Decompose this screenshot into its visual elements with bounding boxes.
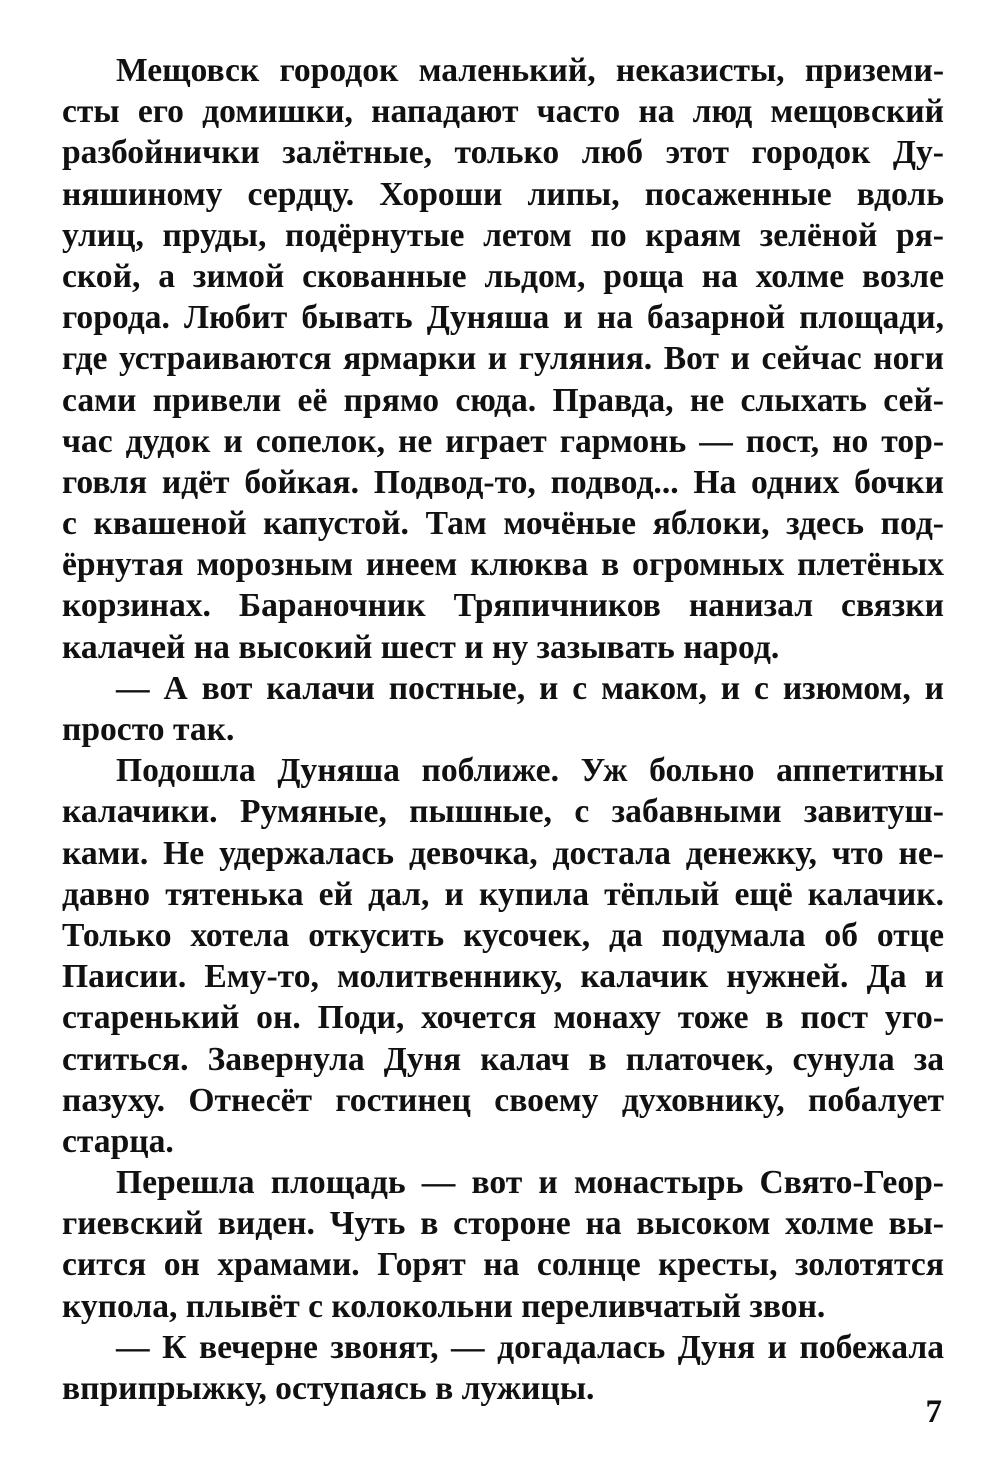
text-line: ститься. Завернула Дуня калач в платочек, сунула за: [62, 1040, 944, 1078]
text-line: города. Любит бывать Дуняша и на базарной площади,: [62, 299, 944, 337]
text-line: калачей на высокий шест и ну зазывать народ.: [62, 628, 780, 666]
text-line: час дудок и сопелок, не играет гармонь — пост, но тор-: [62, 422, 944, 460]
text-line: ской, а зимой скованные льдом, роща на холме возле: [62, 257, 944, 295]
text-line: с квашеной капустой. Там мочёные яблоки, здесь под-: [62, 505, 944, 543]
text-line: где устраиваются ярмарки и гуляния. Вот и сейчас ноги: [62, 340, 944, 378]
text-line: сты его домишки, нападают часто на люд мещовский: [62, 93, 944, 131]
text-line: разбойнички залётные, только люб этот городок Ду-: [62, 134, 944, 172]
text-line: Мещовск городок маленький, неказисты, приземи-: [116, 52, 944, 89]
text-line: Паисии. Ему-то, молитвеннику, калачик нужней. Да и: [62, 958, 944, 996]
text-line: Перешла площадь — вот и монастырь Свято-Геор-: [116, 1164, 944, 1202]
text-line: старенький он. Поди, хочется монаху тоже в пост уго-: [62, 999, 944, 1037]
text-line: сами привели её прямо сюда. Правда, не слыхать сей-: [62, 381, 944, 419]
text-line: няшиному сердцу. Хороши липы, посаженные вдоль: [62, 175, 944, 213]
text-line: просто так.: [62, 711, 235, 748]
text-line: давно тятенька ей дал, и купила тёплый ещё калачик.: [62, 875, 944, 913]
text-line: купола, плывёт с колокольни переливчатый звон.: [62, 1287, 826, 1325]
text-line: вприпрыжку, оступаясь в лужицы.: [62, 1370, 595, 1407]
text-line: ками. Не удержалась девочка, достала денежку, что не-: [62, 834, 944, 872]
text-line: корзинах. Бараночник Тряпичников нанизал связки: [62, 587, 944, 625]
text-line: Подошла Дуняша поближе. Уж больно аппетитны: [116, 752, 944, 790]
text-line: гиевский виден. Чуть в стороне на высоком холме вы-: [62, 1205, 944, 1243]
text-line: калачики. Румяные, пышные, с забавными завитуш-: [62, 793, 944, 831]
text-line: сится он храмами. Горят на солнце кресты, золотятся: [62, 1246, 944, 1284]
page-number: 7: [925, 1394, 942, 1430]
text-line: улиц, пруды, подёрнутые летом по краям зелёной ря-: [62, 216, 944, 254]
text-line: ёрнутая морозным инеем клюква в огромных плетёных: [62, 546, 944, 584]
text-line: — К вечерне звонят, — догадалась Дуня и побежала: [116, 1328, 944, 1366]
text-line: старца.: [62, 1122, 174, 1160]
text-line: пазуху. Отнесёт гостинец своему духовнику, побалует: [62, 1081, 944, 1119]
text-line: Только хотела откусить кусочек, да подумала об отце: [62, 916, 944, 954]
page-body-text: [62, 50, 944, 1430]
text-line: — А вот калачи постные, и с маком, и с изюмом, и: [116, 669, 944, 707]
text-line: говля идёт бойкая. Подвод-то, подвод... На одних бочки: [62, 463, 944, 501]
